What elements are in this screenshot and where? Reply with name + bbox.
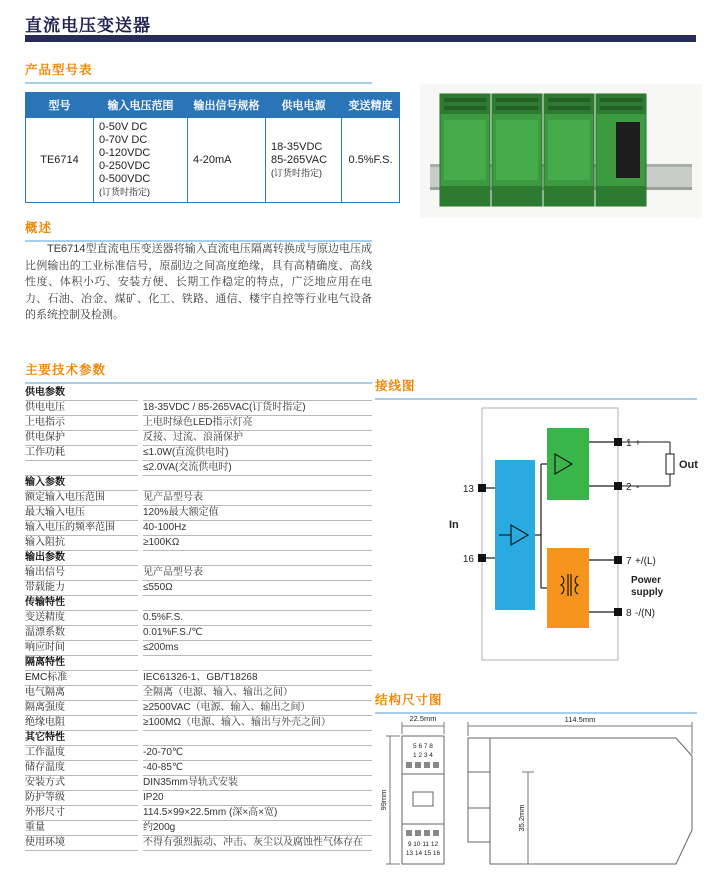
in-label: In [449, 519, 459, 531]
param-label: 输入阻抗 [25, 536, 138, 551]
param-label: 供电参数 [25, 386, 138, 401]
param-row [25, 821, 372, 836]
param-value: 见产品型号表 [143, 491, 372, 506]
param-value: ≤200ms [143, 641, 372, 656]
param-value: 114.5×99×22.5mm (深×高×宽) [143, 806, 372, 821]
param-value: 约200g [143, 821, 372, 836]
param-row [25, 791, 372, 806]
param-row [25, 431, 372, 446]
product-photo [420, 84, 702, 218]
param-label: 响应时间 [25, 641, 138, 656]
section-title-overview: 概述 [25, 221, 53, 235]
terminal-numbers-bottom-1: 9 10 11 12 [407, 841, 439, 848]
param-label: 上电指示 [25, 416, 138, 431]
param-value: 上电时绿色LED指示灯亮 [143, 416, 372, 431]
overview-text: TE6714型直流电压变送器将输入直流电压隔离转换成与原边电压成比例输出的工业标准信号，原副边之间高度绝缘，具有高精确度、高线性度、体积小巧、安装方便、长期工作稳定的特点，广泛地应用在电力、石油、冶金、煤矿、化工、铁路、通信、楼宇自控等行业电气设备的系统控制及检测。 [25, 243, 372, 321]
param-label: 外形尺寸 [25, 806, 138, 821]
param-label: 供电保护 [25, 431, 138, 446]
param-row [25, 611, 372, 626]
param-row [25, 566, 372, 581]
param-row [25, 416, 372, 431]
param-category-row [25, 656, 372, 671]
param-value [143, 731, 372, 746]
param-value: DIN35mm导轨式安装 [143, 776, 372, 791]
cell-line: 0-50V DC [99, 121, 148, 133]
side-view [468, 738, 692, 864]
param-label: 工作温度 [25, 746, 138, 761]
cell-line: 0-250VDC [99, 160, 151, 172]
param-value: ≥100MΩ（电源、输入、输出与外壳之间） [143, 716, 372, 731]
param-category-row [25, 596, 372, 611]
param-row [25, 446, 372, 461]
width-dimension [402, 722, 444, 734]
section-dimensions [375, 690, 697, 714]
cell-line: 0-120VDC [99, 147, 151, 159]
param-value [143, 476, 372, 491]
section-title-wiring: 接线图 [375, 379, 416, 393]
param-value: -40-85℃ [143, 761, 372, 776]
power-supply-label-1: Power [631, 575, 662, 586]
param-label: 变送精度 [25, 611, 138, 626]
col-header-input-range: 输入电压范围 [94, 93, 188, 118]
section-overview [25, 218, 372, 242]
internal-wires [535, 464, 547, 588]
col-header-power: 供电电源 [266, 93, 342, 118]
col-header-model: 型号 [26, 93, 94, 118]
param-row [25, 581, 372, 596]
terminal-numbers-top-2: 1 2 3 4 [413, 752, 433, 759]
param-value: 见产品型号表 [143, 566, 372, 581]
dimension-drawing [378, 712, 708, 880]
param-row [25, 401, 372, 416]
terminal-2-label: 2 [626, 482, 632, 493]
param-row [25, 491, 372, 506]
param-row [25, 671, 372, 686]
param-value: 18-35VDC / 85-265VAC(订货时指定) [143, 401, 372, 416]
cell-power-supply [266, 118, 342, 203]
param-value: 不得有强烈振动、冲击、灰尘以及腐蚀性气体存在 [143, 836, 372, 851]
cell-line: 85-265VAC [271, 153, 328, 166]
param-label: 输出信号 [25, 566, 138, 581]
param-row [25, 761, 372, 776]
section-underline [25, 382, 372, 384]
cell-line: (订货时指定) [99, 187, 150, 197]
param-category-row [25, 386, 372, 401]
cell-line: 18-35VDC [271, 140, 323, 153]
param-label: 供电电压 [25, 401, 138, 416]
section-title-dimensions: 结构尺寸图 [375, 693, 443, 707]
section-tech [25, 360, 372, 384]
param-value: ≤2.0VA(交流供电时) [143, 461, 372, 476]
param-category-row [25, 731, 372, 746]
param-category-row [25, 551, 372, 566]
col-header-accuracy: 变送精度 [342, 93, 400, 118]
section-model [25, 60, 372, 84]
terminal-numbers-bottom-2: 13 14 15 16 [405, 850, 441, 857]
cell-input-range [94, 118, 188, 203]
param-row [25, 686, 372, 701]
height-label: 99mm [379, 789, 388, 811]
terminal-7-label: 7 [626, 556, 632, 567]
param-value: 120%最大额定值 [143, 506, 372, 521]
output-block [547, 428, 589, 500]
param-label: 额定输入电压范围 [25, 491, 138, 506]
terminal-1-sign: + [635, 438, 641, 449]
terminal-16-label: 16 [462, 554, 474, 565]
input-block [495, 460, 535, 610]
param-label: 传输特性 [25, 596, 138, 611]
depth-label: 114.5mm [564, 715, 596, 724]
height-dimension [386, 736, 400, 864]
param-label: EMC标准 [25, 671, 138, 686]
model-table [25, 92, 400, 203]
param-row [25, 701, 372, 716]
terminal-1-label: 1 [626, 438, 632, 449]
terminal-13-label: 13 [462, 484, 474, 495]
section-title-tech: 主要技术参数 [25, 363, 107, 377]
power-block [547, 548, 589, 628]
param-label: 电气隔离 [25, 686, 138, 701]
param-value: IEC61326-1、GB/T18268 [143, 671, 372, 686]
param-row [25, 806, 372, 821]
param-value: 反接、过流、浪涌保护 [143, 431, 372, 446]
param-label: 工作功耗 [25, 446, 138, 461]
param-value: ≤550Ω [143, 581, 372, 596]
param-value [143, 551, 372, 566]
param-label: 输入参数 [25, 476, 138, 491]
width-label: 22.5mm [409, 714, 437, 723]
input-terminals [449, 484, 495, 565]
col-header-output-signal: 输出信号规格 [188, 93, 266, 118]
terminal-2-sign: - [636, 482, 640, 493]
param-label: 储存温度 [25, 761, 138, 776]
param-value: 0.01%F.S./℃ [143, 626, 372, 641]
param-row [25, 626, 372, 641]
param-value [143, 386, 372, 401]
param-label [25, 461, 138, 476]
param-label: 温漂系数 [25, 626, 138, 641]
param-value: -20-70℃ [143, 746, 372, 761]
cell-model: TE6714 [26, 118, 94, 203]
section-title-model: 产品型号表 [25, 63, 93, 77]
param-label: 带载能力 [25, 581, 138, 596]
section-underline [25, 82, 372, 84]
terminal-numbers-top-1: 5 6 7 8 [413, 743, 433, 750]
cell-line: 0-70V DC [99, 134, 148, 146]
param-row [25, 746, 372, 761]
param-value: IP20 [143, 791, 372, 806]
param-label: 绝缘电阻 [25, 716, 138, 731]
param-value [143, 656, 372, 671]
cell-accuracy: 0.5%F.S. [342, 118, 400, 203]
power-supply-label-2: supply [631, 587, 664, 598]
load-resistor [666, 454, 674, 474]
cell-output-signal: 4-20mA [188, 118, 266, 203]
inner-dim-label: 35.2mm [517, 804, 526, 832]
param-label: 安装方式 [25, 776, 138, 791]
param-label: 最大输入电压 [25, 506, 138, 521]
param-label: 其它特性 [25, 731, 138, 746]
param-row [25, 641, 372, 656]
cell-line: 0-500VDC [99, 173, 151, 185]
wiring-diagram [435, 398, 700, 670]
param-row [25, 521, 372, 536]
param-value [143, 596, 372, 611]
param-value: ≥2500VAC（电源、输入、输出之间） [143, 701, 372, 716]
param-row [25, 836, 372, 851]
param-row [25, 506, 372, 521]
model-table-header-row [26, 93, 400, 118]
param-value: 全隔离（电源、输入、输出之间） [143, 686, 372, 701]
param-value: ≥100KΩ [143, 536, 372, 551]
cell-line: (订货时指定) [271, 167, 322, 178]
section-wiring [375, 376, 697, 400]
terminal-7-sign: +/(L) [635, 556, 656, 567]
param-row [25, 461, 372, 476]
param-label: 重量 [25, 821, 138, 836]
param-value: ≤1.0W(直流供电时) [143, 446, 372, 461]
param-label: 防护等级 [25, 791, 138, 806]
param-label: 输出参数 [25, 551, 138, 566]
param-label: 使用环境 [25, 836, 138, 851]
param-row [25, 716, 372, 731]
param-value: 40-100Hz [143, 521, 372, 536]
terminal-8-sign: -/(N) [635, 608, 655, 619]
param-row [25, 776, 372, 791]
page-title: 直流电压变送器 [25, 16, 151, 35]
out-label: Out [679, 459, 698, 471]
output-terminals [589, 438, 698, 493]
tech-params-rows [25, 386, 372, 851]
param-row [25, 536, 372, 551]
power-terminals [589, 556, 664, 619]
param-label: 隔离强度 [25, 701, 138, 716]
param-label: 隔离特性 [25, 656, 138, 671]
param-value: 0.5%F.S. [143, 611, 372, 626]
param-category-row [25, 476, 372, 491]
param-label: 输入电压的频率范围 [25, 521, 138, 536]
title-divider-bar [25, 35, 696, 42]
terminal-8-label: 8 [626, 608, 632, 619]
model-table-row [26, 118, 400, 203]
